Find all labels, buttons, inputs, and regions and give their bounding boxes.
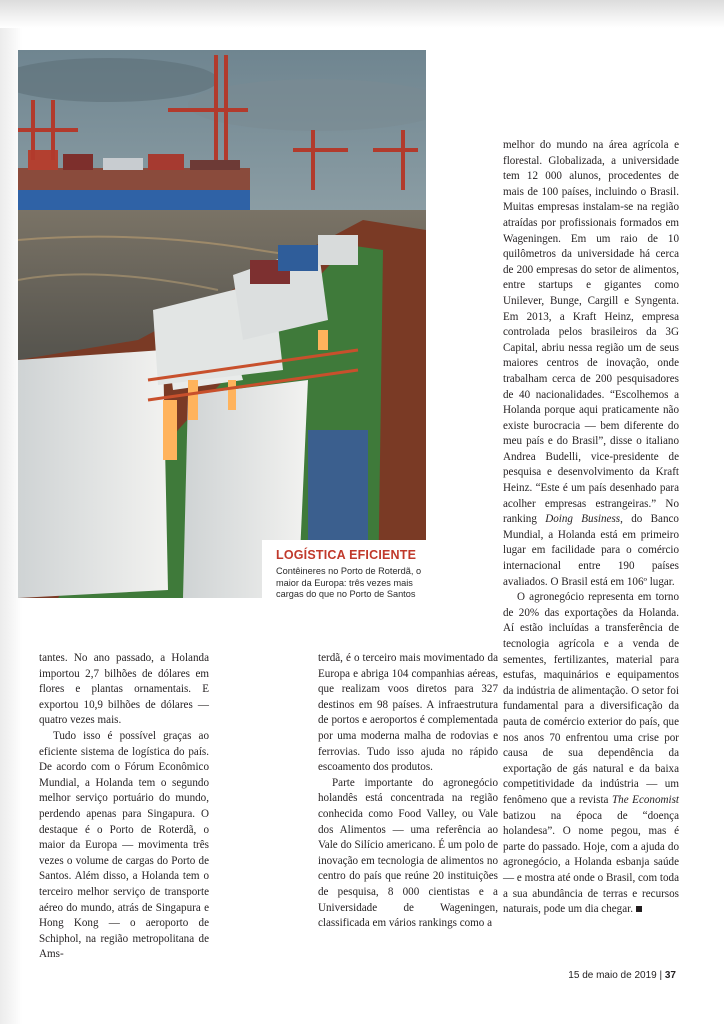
caption-text: Contêineres no Porto de Roterdã, o maior da Europa: três vezes mais cargas do que no Porto de Santos [276,566,422,599]
page-footer [568,970,676,981]
article-paragraph: Tudo isso é possível graças ao eficiente sistema de logística do país. De acordo com o Fórum Econômico Mundial, a Holanda tem o segundo melhor serviço portuário do mundo, perdendo apenas para Singapura. O destaque é o Porto de Roterdã, o maior da Europa — movimenta três vezes o volume de cargas do Porto de Santos. Além disso, a Holanda tem o terceiro melhor serviço de transporte aéreo do mundo, atrás de Singapura e Hong Kong — o aeroporto de Schiphol, na região metropolitana de Ams- [39,729,209,961]
article-paragraph [503,590,679,917]
article-paragraph: terdã, é o terceiro mais movimentado da Europa e abriga 104 companhias aéreas, que realizam voos diretos para 327 destinos em 98 países. A infraestrutura de portos e aeroportos é complementada por uma moderna malha de rodovias e ferrovias. Tudo isso ajuda no rápido escoamento dos produtos. [318,652,498,774]
port-photo [18,50,426,598]
publication-name: Doing Business [545,513,621,526]
photo-caption [262,540,432,612]
paragraph-text: batizou na época de “doença holandesa”. O nome pegou, mas é parte do passado. Hoje, com a ajuda do agronegócio, a Holanda esbanja saúde — e mostra até onde o Brasil, com toda a sua abundância de terras e recursos naturais, pode um dia chegar. [503,809,679,916]
page-number: 37 [664,970,676,981]
article-column-right [503,138,679,918]
article-column-left [39,651,209,963]
article-paragraph: tantes. No ano passado, a Holanda importou 2,7 bilhões de dólares em flores e plantas ornamentais. E exportou 10,9 bilhões de dólares — quatro vezes mais. [39,652,209,727]
caption-title: LOGÍSTICA EFICIENTE [276,548,417,562]
footer-separator: | [659,970,663,981]
issue-date: 15 de maio de 2019 [568,970,657,981]
paragraph-text: melhor do mundo na área agrícola e florestal. Globalizada, a universidade tem 12 000 alunos, procedentes de mais de 100 países, incluindo o Brasil. Muitas empresas instalam-se na região atraídas por profissionais formados em Wageningen. Em um raio de 10 quilômetros da universidade há cerca de 200 empresas do setor de alimentos, entre startups e gigantes como Unilever, Bunge, Cargill e Syngenta. Em 2013, a Kraft Heinz, empresa controlada pelos brasileiros da 3G Capital, abriu nessa região um de seus maiores centros de inovação, onde trabalham cerca de 200 pesquisadores de 40 nacionalidades. “Escolhemos a Holanda porque aqui praticamente não existe burocracia — bem diferente do meu país e do Brasil”, disse o italiano Andrea Budelli, vice-presidente de pesquisa e desenvolvimento da Kraft Heinz. “Este é um país desenhado para acolher empresas estrangeiras.” No ranking [503,139,679,526]
paragraph-text: , do Banco Mundial, a Holanda está em primeiro lugar em facilidade para o comércio internacional entre 190 países avaliados. O Brasil está em 106º lugar. [503,513,679,588]
article-paragraph: Parte importante do agronegócio holandês está concentrada na região conhecida como Food Valley, ou Vale dos Alimentos — uma referência ao Vale do Silício americano. É um polo de inovação em tecnologia de alimentos no centro do país que reúne 20 instituições de pesquisa, 8 000 cientistas e a Universidade de Wageningen, classificada em vários rankings como a [318,776,498,930]
publication-name: The Economist [612,793,680,806]
article-column-middle [318,651,498,932]
paragraph-text: O agronegócio representa em torno de 20% das exportações da Holanda. Aí estão incluídas a transferência de tecnologia agrícola e a venda de sementes, fertilizantes, material para estufas, maquinários e equipamentos da indústria de alimentação. O setor foi fundamental para a diversificação da pauta de comércio exterior do país, que nos anos 70 enfrentou uma crise por causa de sua dependência da exportação de gás natural e da baixa competitividade da indústria — um fenômeno que a revista [503,591,679,806]
page-top-shadow [0,0,724,28]
end-of-article-mark [636,906,642,912]
article-paragraph [503,138,679,590]
